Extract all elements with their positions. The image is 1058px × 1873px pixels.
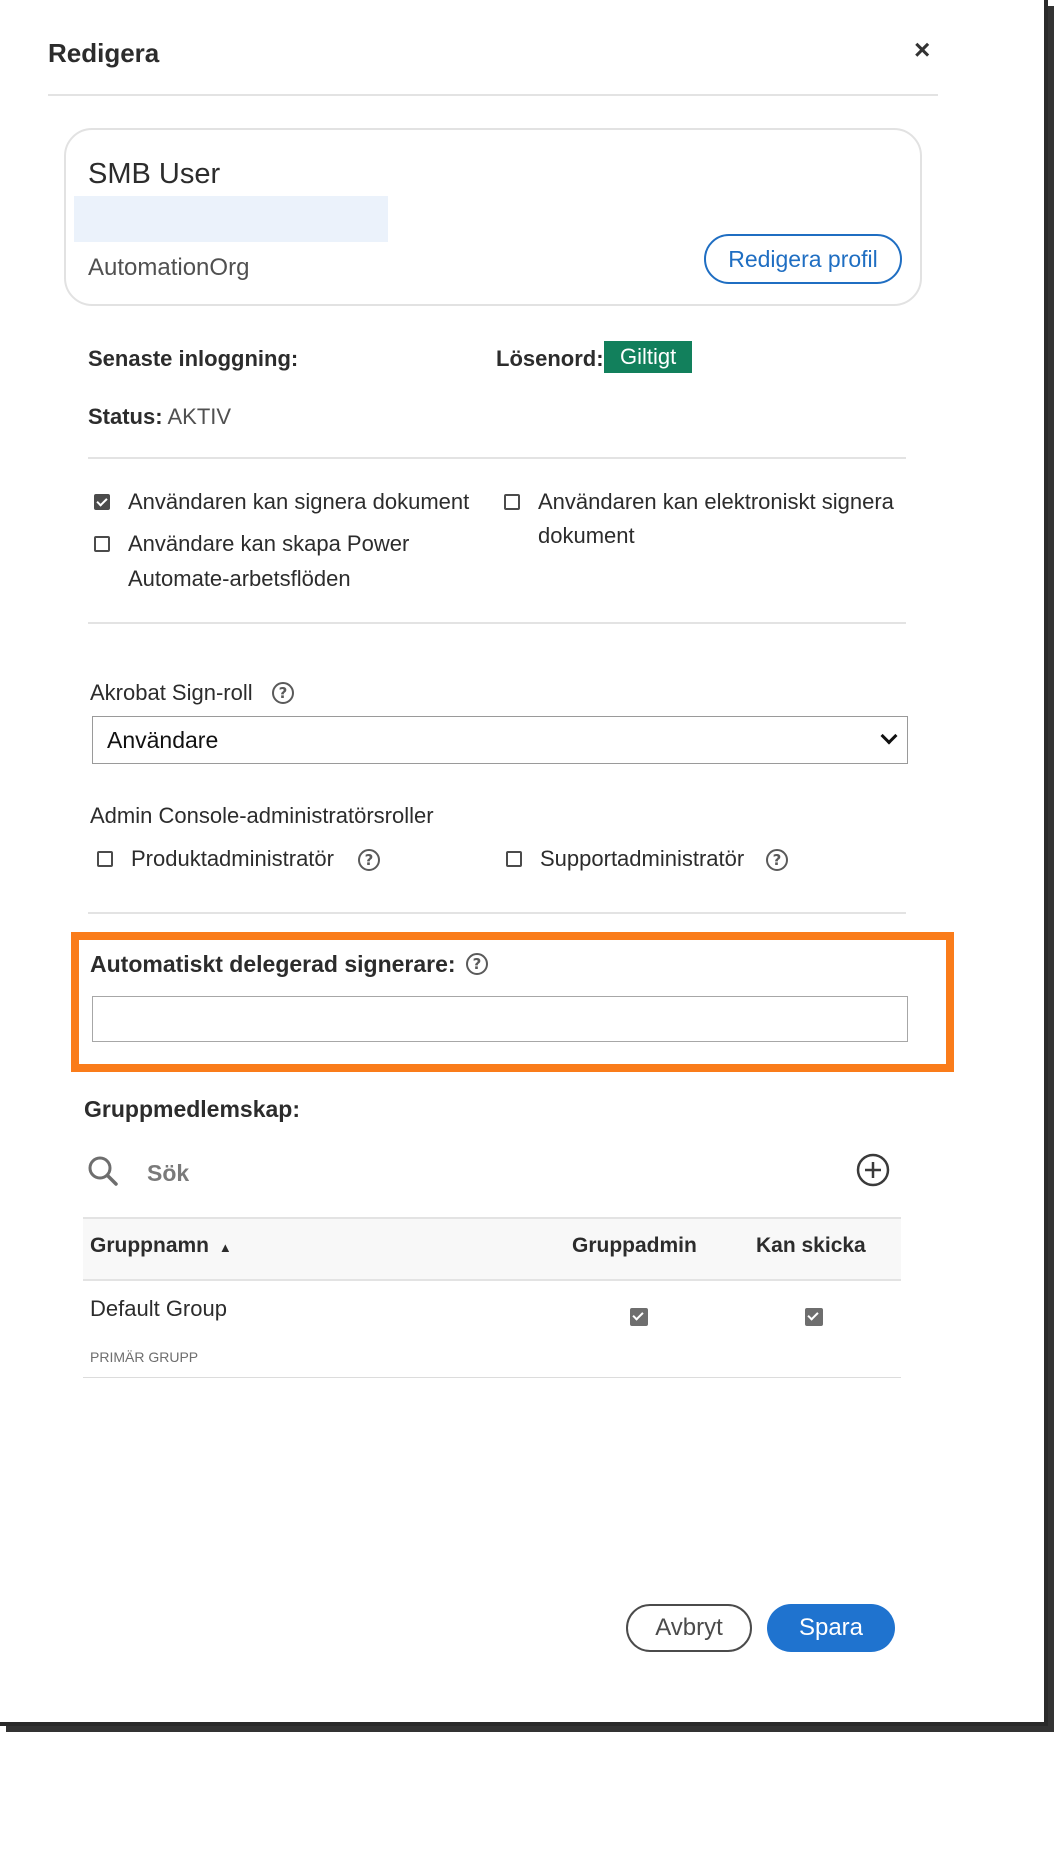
status-value: AKTIV xyxy=(167,404,232,429)
cancel-button[interactable]: Avbryt xyxy=(626,1604,752,1652)
product-admin-label: Produktadministratör xyxy=(131,846,334,871)
add-group-icon[interactable] xyxy=(856,1153,890,1187)
status-row xyxy=(88,404,231,430)
sign-role-selected: Användare xyxy=(107,726,219,753)
org-name: AutomationOrg xyxy=(88,254,250,281)
redacted-email xyxy=(74,196,388,242)
column-group-name[interactable] xyxy=(90,1234,232,1258)
delegated-signer-label: Automatiskt delegerad signerare: xyxy=(90,951,456,977)
sign-role-select[interactable] xyxy=(92,716,908,764)
column-group-admin: Gruppadmin xyxy=(572,1234,697,1257)
divider xyxy=(48,94,938,96)
save-button[interactable]: Spara xyxy=(767,1604,895,1652)
support-admin-checkbox[interactable] xyxy=(506,851,522,867)
help-icon[interactable]: ? xyxy=(358,849,380,871)
password-status-badge: Giltigt xyxy=(604,341,692,373)
last-login-label: Senaste inloggning: xyxy=(88,346,299,371)
support-admin-label: Supportadministratör xyxy=(540,846,745,871)
power-automate-label-line2: Automate-arbetsflöden xyxy=(128,566,351,591)
group-membership-heading: Gruppmedlemskap: xyxy=(84,1096,300,1122)
close-icon[interactable]: × xyxy=(914,34,931,65)
delegated-signer-input[interactable] xyxy=(92,996,908,1042)
power-automate-checkbox[interactable] xyxy=(94,536,110,552)
sort-ascending-icon: ▲ xyxy=(218,1240,232,1255)
e-sign-label: Användaren kan elektroniskt signera xyxy=(538,489,894,514)
help-icon[interactable]: ? xyxy=(272,682,294,704)
status-label: Status: xyxy=(88,404,163,429)
password-label: Lösenord: xyxy=(496,346,604,371)
column-can-send: Kan skicka xyxy=(756,1234,866,1257)
sign-documents-checkbox[interactable] xyxy=(94,494,110,510)
divider xyxy=(83,1377,901,1378)
sign-role-label: Akrobat Sign-roll xyxy=(90,680,253,705)
product-admin-checkbox[interactable] xyxy=(97,851,113,867)
help-icon[interactable]: ? xyxy=(766,849,788,871)
group-row-sub: PRIMÄR GRUPP xyxy=(90,1349,199,1365)
group-search-input[interactable]: Sök xyxy=(147,1160,190,1186)
e-sign-label-line2: dokument xyxy=(538,523,635,548)
user-name: SMB User xyxy=(88,158,221,190)
can-send-checkbox[interactable] xyxy=(805,1308,823,1326)
divider xyxy=(88,622,906,624)
divider xyxy=(88,912,906,914)
group-admin-checkbox[interactable] xyxy=(630,1308,648,1326)
edit-profile-button[interactable]: Redigera profil xyxy=(704,234,902,284)
search-icon xyxy=(88,1156,118,1186)
power-automate-label: Användare kan skapa Power xyxy=(128,531,410,556)
divider xyxy=(88,457,906,459)
e-sign-checkbox[interactable] xyxy=(504,494,520,510)
sign-documents-label: Användaren kan signera dokument xyxy=(128,489,470,514)
admin-roles-label: Admin Console-administratörsroller xyxy=(90,803,434,828)
dialog-title: Redigera xyxy=(48,38,160,68)
column-group-name-label: Gruppnamn xyxy=(90,1234,209,1257)
group-row-name: Default Group xyxy=(90,1296,227,1321)
help-icon[interactable]: ? xyxy=(466,953,488,975)
chevron-down-icon xyxy=(881,728,898,745)
